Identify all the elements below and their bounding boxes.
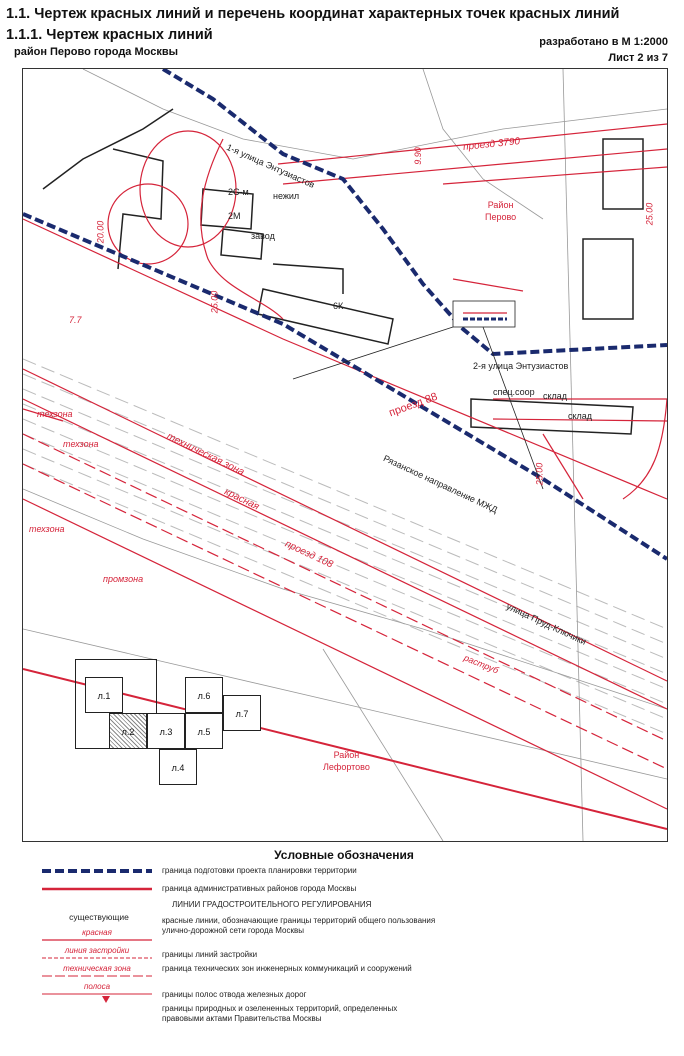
distance-2500-a: 25.00 [209,290,220,314]
tech-zone-label: техническая зона [164,430,246,479]
spec-soor-label: спец.соор [493,387,535,397]
tech-zone-short-2: техзона [63,439,99,449]
legend [22,842,666,1032]
sheet-cell-6[interactable]: л.6 [185,677,223,713]
building-6k-label: 6К [333,301,344,311]
district-subtitle: район Перово города Москвы [14,46,178,58]
legend-symbol-build-line [42,956,152,960]
legend-symbol-admin-boundary [42,882,152,896]
sheet-cell-5[interactable]: л.5 [185,713,223,749]
distance-2500-b: 25.00 [534,462,545,486]
legend-symbol-red-text: красная [82,928,112,937]
legend-item-rail-bands: границы полос отвода железных дорог [162,990,307,999]
legend-item-regulation-heading: ЛИНИИ ГРАДОСТРОИТЕЛЬНОГО РЕГУЛИРОВАНИЯ [172,900,372,909]
legend-symbol-tech-text: техническая зона [63,964,131,973]
street-label-2: 2-я улица Энтузиастов [473,361,569,371]
legend-symbol-rail-line [42,992,152,1004]
distance-77: 7.7 [69,315,82,325]
zavod-label: завод [251,231,275,241]
district-lefortovo-label: Район Лефортово [323,750,370,772]
passage-108-label: проезд 108 [283,538,335,571]
passage-88-label: проезд 88 [387,390,440,420]
building-2cm-label: 2С-м [228,187,249,197]
distance-990: 9.90 [412,147,423,165]
legend-symbol-tech-line [42,974,152,978]
legend-item-project-boundary: граница подготовки проекта планировки территории [162,866,357,875]
map-frame[interactable] [22,68,668,842]
promzona-label: промзона [103,574,144,584]
warehouse-label-2: склад [568,411,593,421]
sheet-cell-2-current[interactable]: л.2 [109,713,147,749]
tech-zone-short-1: техзона [37,409,73,419]
distance-2000: 20.00 [95,220,106,244]
title-line-1: 1.1. Чертеж красных линий и перечень координат характерных точек красных линий [6,6,620,22]
nezh-label: нежил [273,191,300,201]
passage-3790-label: проезд 3790 [462,136,521,153]
distance-2500-c: 25.00 [644,202,655,226]
sheet-cell-4[interactable]: л.4 [159,749,197,785]
krasnaya-label: красная [222,486,261,513]
legend-item-build-lines: границы линий застройки [162,950,258,959]
title-line-2: 1.1.1. Чертеж красных линий [6,27,213,43]
legend-symbol-red-line [42,938,152,942]
legend-symbol-build-text: линия застройки [64,946,130,955]
building-2m-label: 2М [228,211,241,221]
sheet-cell-7[interactable]: л.7 [223,695,261,731]
legend-symbol-existing: существующие [69,912,129,922]
scale-label: разработано в М 1:2000 [539,36,668,48]
legend-symbol-rail-text: полоса [83,982,111,991]
street-label-1: 1-я улица Энтузиастов [225,142,317,190]
legend-item-green-areas: границы природных и озелененных территорий, определенных правовыми актами Правительства Москвы [162,1004,398,1023]
street-prud-label: улица Пруд-Ключики [504,601,588,647]
tech-zone-short-3: техзона [29,524,65,534]
railway-label: Рязанское направление МЖД [381,453,500,515]
legend-item-tech-zones: граница технических зон инженерных коммуникаций и сооружений [162,964,412,973]
legend-item-admin-boundary: граница административных районов города Москвы [162,884,357,893]
legend-symbol-project-boundary [42,864,152,878]
legend-item-red-lines: красные линии, обозначающие границы территорий общего пользования улично-дорожной сети города Москвы [162,916,436,935]
warehouse-label-1: склад [543,391,568,401]
sheet-cell-3[interactable]: л.3 [147,713,185,749]
sheet-cell-1[interactable]: л.1 [85,677,123,713]
district-perovo-label: Район Перово [485,200,517,222]
rastrub-label: раструб [462,652,500,676]
legend-title: Условные обозначения [274,848,414,862]
sheet-label: Лист 2 из 7 [608,52,668,64]
